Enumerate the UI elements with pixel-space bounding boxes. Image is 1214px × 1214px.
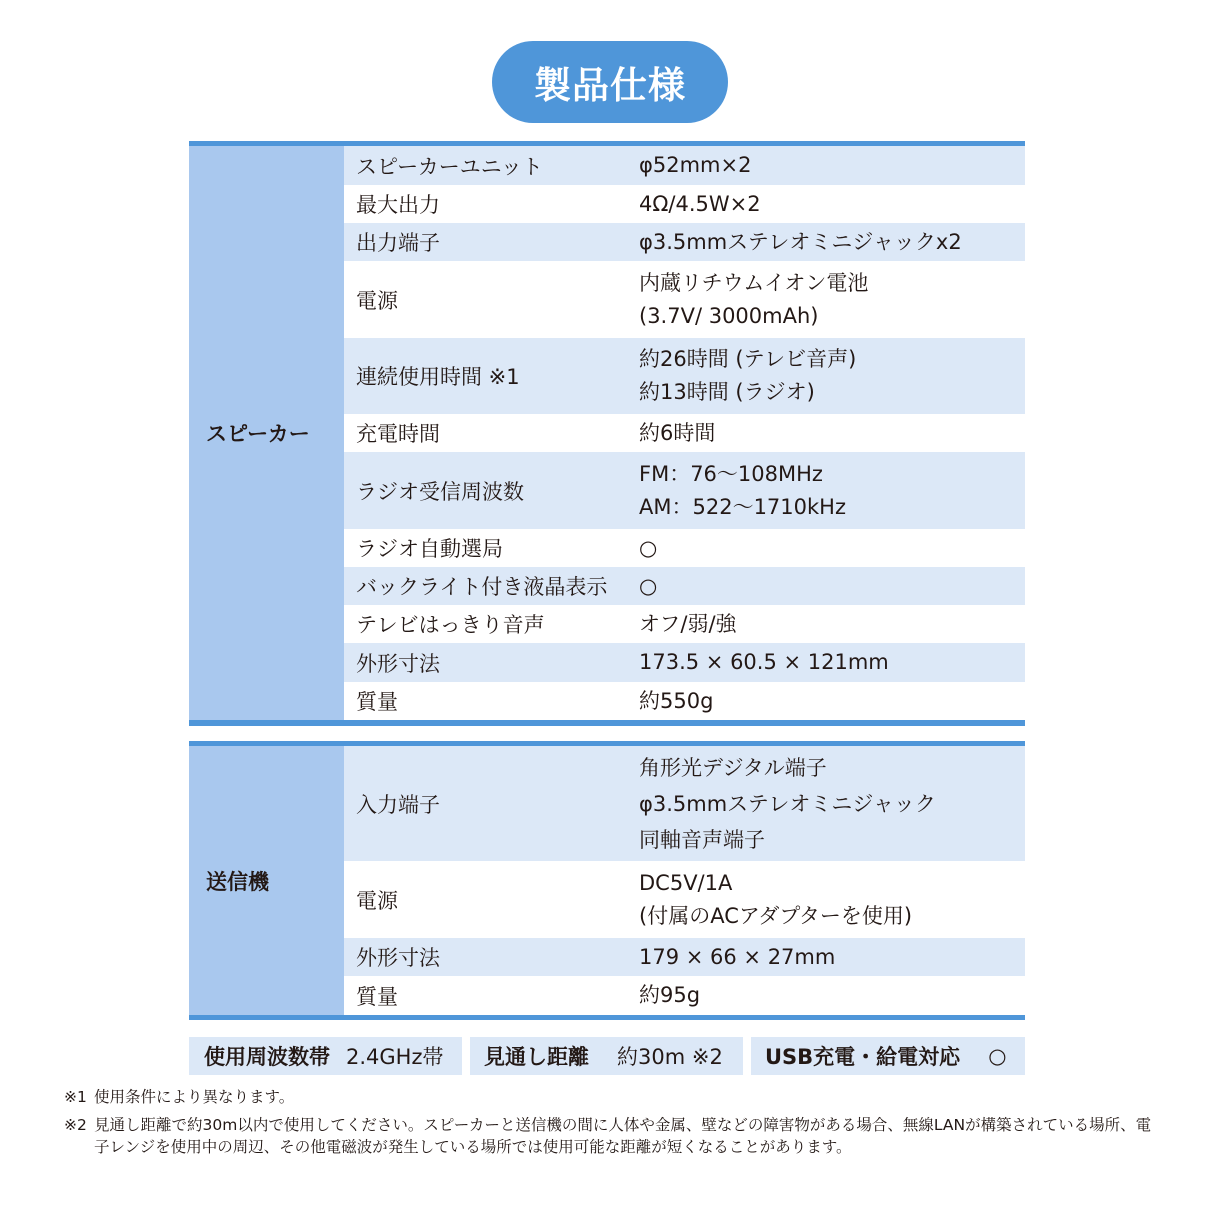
spec-key: ラジオ自動選局 [356, 537, 503, 561]
spec-value: φ3.5mmステレオミニジャックx2 [639, 229, 962, 254]
spec-value: 173.5 × 60.5 × 121mm [639, 650, 889, 674]
table-bottom-border [189, 720, 1025, 726]
spec-key: 出力端子 [356, 231, 440, 255]
page-title-badge [492, 41, 728, 123]
spec-value-line: DC5V/1A [639, 870, 733, 895]
spec-key: 外形寸法 [356, 651, 440, 676]
spec-value: 4Ω/4.5W×2 [639, 191, 761, 216]
spec-value-line: 角形光デジタル端子 [639, 755, 827, 780]
spec-key: 充電時間 [356, 422, 440, 446]
transmitter-group-label: 送信機 [189, 746, 344, 1015]
table-bottom-border [189, 1015, 1025, 1020]
spec-key: 質量 [356, 690, 398, 714]
speaker-spec-table [189, 141, 1025, 726]
spec-key: 電源 [356, 888, 398, 913]
spec-value [639, 458, 1025, 524]
table-row [344, 452, 1025, 529]
feature-value: 2.4GHz帯 [346, 1045, 444, 1069]
spec-value-line: (付属のACアダプターを使用) [639, 903, 913, 928]
footnote-2 [64, 1114, 1154, 1158]
spec-key: 入力端子 [356, 792, 440, 817]
footnote-text: 見通し距離で約30m以内で使用してください。スピーカーと送信機の間に人体や金属、壁などの障害物がある場合、無線LANが構築されている場所、電子レンジを使用中の周辺、その他電磁波が発生している場所では使用可能な距離が短くなることがあります。 [94, 1116, 1152, 1156]
footnote-1 [64, 1086, 1154, 1108]
feature-key: 使用周波数帯 [204, 1045, 330, 1069]
feature-line-of-sight [470, 1037, 743, 1075]
spec-value-line: 内蔵リチウムイオン電池 [639, 270, 869, 295]
table-row [344, 414, 1025, 452]
spec-value: φ52mm×2 [639, 153, 752, 177]
footnote-mark: ※2 [64, 1116, 87, 1134]
spec-key: 最大出力 [356, 193, 440, 217]
spec-key: バックライト付き液晶表示 [356, 575, 608, 599]
table-row [344, 529, 1025, 567]
table-row [344, 976, 1025, 1015]
footnote-text: 使用条件により異なります。 [94, 1088, 295, 1106]
table-row [344, 605, 1025, 643]
spec-key: スピーカーユニット [356, 154, 543, 179]
spec-value [639, 750, 1025, 858]
circle-mark-icon: ○ [639, 535, 658, 560]
table-row [344, 938, 1025, 976]
spec-value: 約95g [639, 983, 701, 1007]
spec-value [639, 867, 1025, 933]
spec-value: オフ/弱/強 [639, 611, 737, 636]
table-row [344, 223, 1025, 261]
feature-key: 見通し距離 [484, 1045, 589, 1069]
spec-value-line: (3.7V/ 3000mAh) [639, 303, 819, 328]
feature-value: 約30m ※2 [617, 1045, 723, 1069]
spec-key: ラジオ受信周波数 [356, 479, 524, 504]
spec-value-line: FM：76〜108MHz [639, 461, 823, 486]
transmitter-spec-table [189, 741, 1025, 1020]
spec-value: 約6時間 [639, 420, 716, 445]
feature-key: USB充電・給電対応 [765, 1045, 961, 1069]
footnotes [64, 1086, 1154, 1158]
spec-value [639, 343, 1025, 409]
table-row [344, 185, 1025, 223]
speaker-group-label: スピーカー [189, 146, 344, 720]
table-row [344, 146, 1025, 185]
circle-mark-icon: ○ [988, 1044, 1007, 1068]
spec-key: テレビはっきり音声 [356, 613, 545, 637]
table-row [344, 643, 1025, 682]
spec-value-line: φ3.5mmステレオミニジャック [639, 791, 936, 816]
table-row [344, 682, 1025, 720]
spec-key: 質量 [356, 984, 398, 1009]
spec-key: 外形寸法 [356, 946, 440, 970]
circle-mark-icon: ○ [639, 573, 658, 598]
spec-key: 電源 [356, 288, 398, 313]
spec-value-line: AM：522〜1710kHz [639, 494, 846, 519]
page-title: 製品仕様 [534, 64, 686, 107]
feature-frequency-band [189, 1037, 462, 1075]
spec-value-line: 同軸音声端子 [639, 827, 765, 852]
table-row [344, 567, 1025, 605]
footnote-mark: ※1 [64, 1088, 87, 1106]
spec-value: 約550g [639, 688, 714, 713]
table-row [344, 338, 1025, 414]
spec-value-line: 約13時間 (ラジオ) [639, 380, 815, 404]
spec-value-line: 約26時間 (テレビ音声) [639, 347, 857, 371]
feature-usb-charging [751, 1037, 1025, 1075]
table-row [344, 261, 1025, 338]
spec-value [639, 267, 1025, 333]
table-row [344, 861, 1025, 938]
spec-value: 179 × 66 × 27mm [639, 944, 836, 969]
spec-key: 連続使用時間 ※1 [356, 365, 520, 389]
table-row [344, 746, 1025, 861]
